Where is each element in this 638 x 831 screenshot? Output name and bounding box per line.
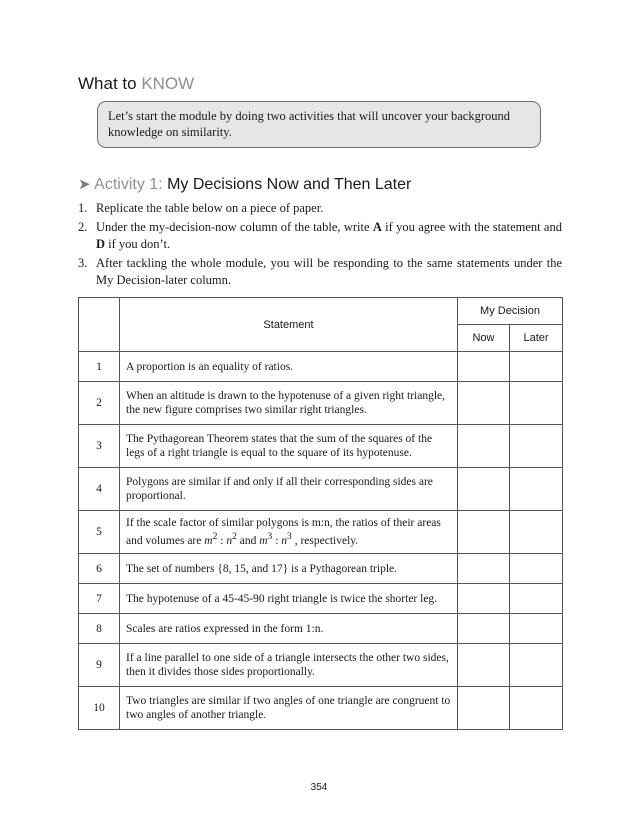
math-var-m: m [204, 534, 213, 547]
instruction-number: 2. [78, 220, 88, 234]
instruction-text: Replicate the table below on a piece of paper. [96, 201, 324, 215]
statement-text: , respectively. [291, 534, 359, 547]
later-answer-cell [510, 468, 563, 511]
instruction-text: if you agree with the statement and [381, 220, 562, 234]
later-answer-cell [510, 382, 563, 425]
row-statement: The Pythagorean Theorem states that the sum of the squares of the legs of a right triangle is equal to the square of its hypotenuse. [120, 425, 458, 468]
statement-text: If the scale factor of similar polygons is m:n, the ratios of their areas and volumes are [126, 517, 441, 547]
now-answer-cell [458, 382, 510, 425]
row-number: 2 [79, 382, 120, 425]
header-my-decision: My Decision [458, 298, 563, 325]
section-title-plain: What to [78, 74, 142, 93]
table-row [79, 614, 563, 644]
now-answer-cell [458, 554, 510, 584]
table-row [79, 382, 563, 425]
table-row [79, 687, 563, 730]
row-statement: The set of numbers {8, 15, and 17} is a Pythagorean triple. [120, 554, 458, 584]
table-header-row [79, 298, 563, 325]
instruction-agree-letter: A [372, 220, 382, 234]
table-row [79, 511, 563, 554]
row-statement: Scales are ratios expressed in the form 1:n. [120, 614, 458, 644]
later-answer-cell [510, 584, 563, 614]
activity-title [78, 175, 411, 194]
now-answer-cell [458, 425, 510, 468]
row-statement: If a line parallel to one side of a triangle intersects the other two sides, then it divides those sides proportionally. [120, 644, 458, 687]
activity-name: My Decisions Now and Then Later [167, 176, 412, 193]
now-answer-cell [458, 511, 510, 554]
later-answer-cell [510, 511, 563, 554]
math-var-n: n [226, 534, 233, 547]
instruction-disagree-letter: D [96, 237, 106, 251]
table-row [79, 425, 563, 468]
now-answer-cell [458, 584, 510, 614]
row-number: 4 [79, 468, 120, 511]
activity-label: Activity 1: [94, 176, 163, 193]
header-now: Now [458, 325, 510, 352]
instruction-item [78, 219, 562, 253]
now-answer-cell [458, 468, 510, 511]
math-exponent: 3 [287, 531, 292, 543]
math-exponent: 2 [232, 531, 237, 543]
instruction-number: 3. [78, 256, 88, 270]
now-answer-cell [458, 614, 510, 644]
now-answer-cell [458, 644, 510, 687]
later-answer-cell [510, 614, 563, 644]
table-row [79, 554, 563, 584]
math-ratio-colon: : [272, 534, 282, 547]
later-answer-cell [510, 425, 563, 468]
row-number: 6 [79, 554, 120, 584]
row-statement: When an altitude is drawn to the hypotenuse of a given right triangle, the new figure comprises two similar right triangles. [120, 382, 458, 425]
now-answer-cell [458, 687, 510, 730]
row-statement: The hypotenuse of a 45-45-90 right triangle is twice the shorter leg. [120, 584, 458, 614]
header-later: Later [510, 325, 563, 352]
table-row [79, 584, 563, 614]
table-row [79, 352, 563, 382]
intro-box [97, 101, 541, 148]
row-statement: A proportion is an equality of ratios. [120, 352, 458, 382]
math-var-n: n [281, 534, 288, 547]
row-number: 7 [79, 584, 120, 614]
later-answer-cell [510, 554, 563, 584]
row-number: 5 [79, 511, 120, 554]
instruction-item [78, 200, 562, 217]
section-title-accent: KNOW [141, 74, 195, 93]
math-ratio-colon: : [217, 534, 227, 547]
row-statement: Polygons are similar if and only if all their corresponding sides are proportional. [120, 468, 458, 511]
header-number-cell [79, 298, 120, 352]
row-number: 3 [79, 425, 120, 468]
decision-table [78, 297, 563, 730]
intro-text: Let’s start the module by doing two activities that will uncover your background knowledge on similarity. [108, 109, 510, 139]
row-statement [120, 511, 458, 554]
arrow-icon: ➤ [78, 176, 91, 193]
later-answer-cell [510, 687, 563, 730]
row-number: 1 [79, 352, 120, 382]
math-exponent: 2 [212, 531, 218, 543]
header-statement: Statement [120, 298, 458, 352]
now-answer-cell [458, 352, 510, 382]
statement-text: and [236, 534, 260, 547]
section-title [78, 74, 194, 94]
instruction-item [78, 255, 562, 289]
later-answer-cell [510, 644, 563, 687]
later-answer-cell [510, 352, 563, 382]
row-number: 8 [79, 614, 120, 644]
math-exponent: 3 [267, 531, 273, 543]
table-row [79, 468, 563, 511]
instructions-list [78, 200, 562, 291]
instruction-text: After tackling the whole module, you will be responding to the same statements under the My Decision-later column. [96, 256, 562, 287]
row-number: 10 [79, 687, 120, 730]
row-statement: Two triangles are similar if two angles of one triangle are congruent to two angles of another triangle. [120, 687, 458, 730]
row-number: 9 [79, 644, 120, 687]
instruction-text: if you don’t. [105, 237, 171, 251]
table-row [79, 644, 563, 687]
instruction-number: 1. [78, 201, 88, 215]
instruction-text: Under the my-decision-now column of the table, write [96, 220, 373, 234]
page-number: 354 [310, 782, 328, 793]
math-var-m: m [259, 534, 268, 547]
